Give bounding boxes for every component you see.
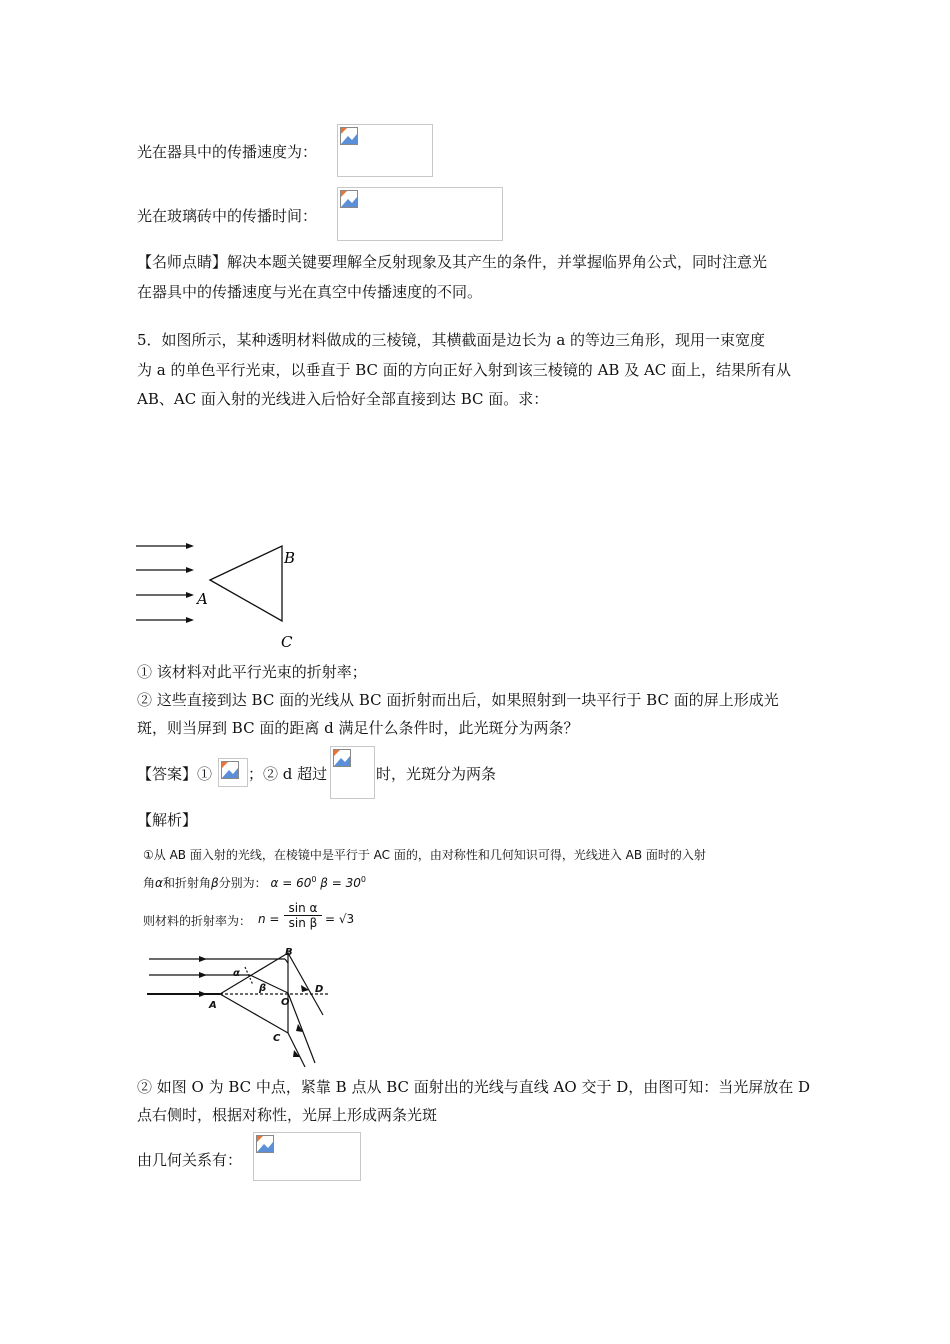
vertex-b-label: B bbox=[284, 549, 296, 567]
n-equals: n = bbox=[258, 912, 280, 926]
fraction bbox=[284, 901, 322, 930]
vertex-a-label: A bbox=[197, 590, 208, 608]
solution-text: 和折射角 bbox=[162, 876, 211, 890]
tip-line-1: 【名师点睛】解决本题关键要理解全反射现象及其产生的条件，并掌握临界角公式，同时注意光 bbox=[137, 253, 768, 271]
formula-image-speed bbox=[337, 124, 433, 177]
refracted-ray bbox=[250, 975, 288, 993]
formula-image-time bbox=[337, 187, 503, 241]
arrow-head bbox=[186, 543, 194, 549]
analysis-header: 【解析】 bbox=[137, 811, 198, 829]
emergent-ray bbox=[288, 1033, 305, 1067]
broken-image-icon bbox=[333, 749, 351, 767]
vertex-c-label: C bbox=[281, 633, 293, 651]
prism-triangle bbox=[220, 953, 288, 1033]
emergent-ray bbox=[288, 993, 315, 1063]
vertex-a-label: A bbox=[209, 1000, 217, 1011]
arrow-head bbox=[199, 991, 207, 997]
beta-symbol: β bbox=[210, 876, 219, 890]
explanation-line-2: 点右侧时，根据对称性，光屏上形成两条光斑 bbox=[137, 1106, 438, 1124]
answer-prefix: 【答案】① bbox=[137, 765, 213, 783]
arrow-head bbox=[199, 956, 207, 962]
broken-image-icon bbox=[221, 761, 239, 779]
beta-value: β = 30 bbox=[320, 876, 361, 890]
speed-label: 光在器具中的传播速度为： bbox=[137, 143, 318, 161]
alpha-symbol: α bbox=[155, 876, 163, 890]
solution-text: 分别为： bbox=[218, 876, 267, 890]
broken-image-icon bbox=[340, 190, 358, 208]
sub-question-2-line-2: 斑，则当屏到 BC 面的距离 d 满足什么条件时，此光斑分为两条？ bbox=[137, 719, 579, 737]
refraction-result: = √3 bbox=[325, 912, 355, 926]
question-5-line-1: 5．如图所示，某种透明材料做成的三棱镜，其横截面是边长为 a 的等边三角形，现用一束宽度 bbox=[137, 331, 766, 349]
refraction-equation bbox=[258, 912, 279, 926]
answer-suffix: 时，光斑分为两条 bbox=[376, 765, 497, 783]
formula-image-answer-2 bbox=[330, 746, 375, 799]
broken-image-icon bbox=[256, 1135, 274, 1153]
answer-middle: ；② d 超过 bbox=[248, 765, 328, 783]
tip-line-2: 在器具中的传播速度与光在真空中传播速度的不同。 bbox=[137, 283, 483, 301]
question-5-line-3: AB、AC 面入射的光线进入后恰好全部直接到达 BC 面。求： bbox=[137, 390, 549, 408]
prism-triangle bbox=[210, 546, 282, 621]
explanation-line-1: ② 如图 O 为 BC 中点，紧靠 B 点从 BC 面射出的光线与直线 AO 交于 D，由图可知：当光屏放在 D bbox=[137, 1078, 811, 1096]
time-label: 光在玻璃砖中的传播时间： bbox=[137, 207, 318, 225]
solution-line-3: 则材料的折射率为： bbox=[143, 914, 252, 928]
vertex-b-label: B bbox=[285, 947, 293, 958]
vertex-c-label: C bbox=[273, 1033, 281, 1044]
alpha-value: α = 60 bbox=[270, 876, 312, 890]
ray-diagram bbox=[145, 945, 340, 1070]
arrow-head bbox=[199, 972, 207, 978]
angle-beta-label: β bbox=[259, 983, 267, 994]
formula-image-geometry bbox=[253, 1132, 361, 1181]
prism-diagram bbox=[130, 535, 330, 655]
sub-question-1: ① 该材料对此平行光束的折射率； bbox=[137, 663, 367, 681]
degree-sup: 0 bbox=[360, 875, 366, 884]
arrow-head bbox=[186, 592, 194, 598]
arrow-head bbox=[186, 617, 194, 623]
solution-text: 角 bbox=[143, 876, 156, 890]
angle-alpha-label: α bbox=[233, 968, 240, 979]
arrow-head bbox=[186, 567, 194, 573]
solution-line-1: ①从 AB 面入射的光线，在棱镜中是平行于 AC 面的，由对称性和几何知识可得，光线进入 AB 面时的入射 bbox=[143, 848, 706, 862]
fraction-numerator: sin α bbox=[284, 901, 322, 916]
solution-line-2 bbox=[143, 874, 366, 891]
point-d-label: D bbox=[315, 984, 324, 995]
point-o-label: O bbox=[281, 997, 290, 1008]
broken-image-icon bbox=[340, 127, 358, 145]
degree-sup: 0 bbox=[311, 875, 317, 884]
question-5-line-2: 为 a 的单色平行光束，以垂直于 BC 面的方向正好入射到该三棱镜的 AB 及 AC 面上，结果所有从 bbox=[137, 361, 792, 379]
geometry-label: 由几何关系有： bbox=[137, 1151, 243, 1169]
sub-question-2-line-1: ② 这些直接到达 BC 面的光线从 BC 面折射而出后，如果照射到一块平行于 BC 面的屏上形成光 bbox=[137, 691, 779, 709]
fraction-denominator: sin β bbox=[288, 916, 318, 930]
formula-image-answer-1 bbox=[218, 758, 248, 787]
